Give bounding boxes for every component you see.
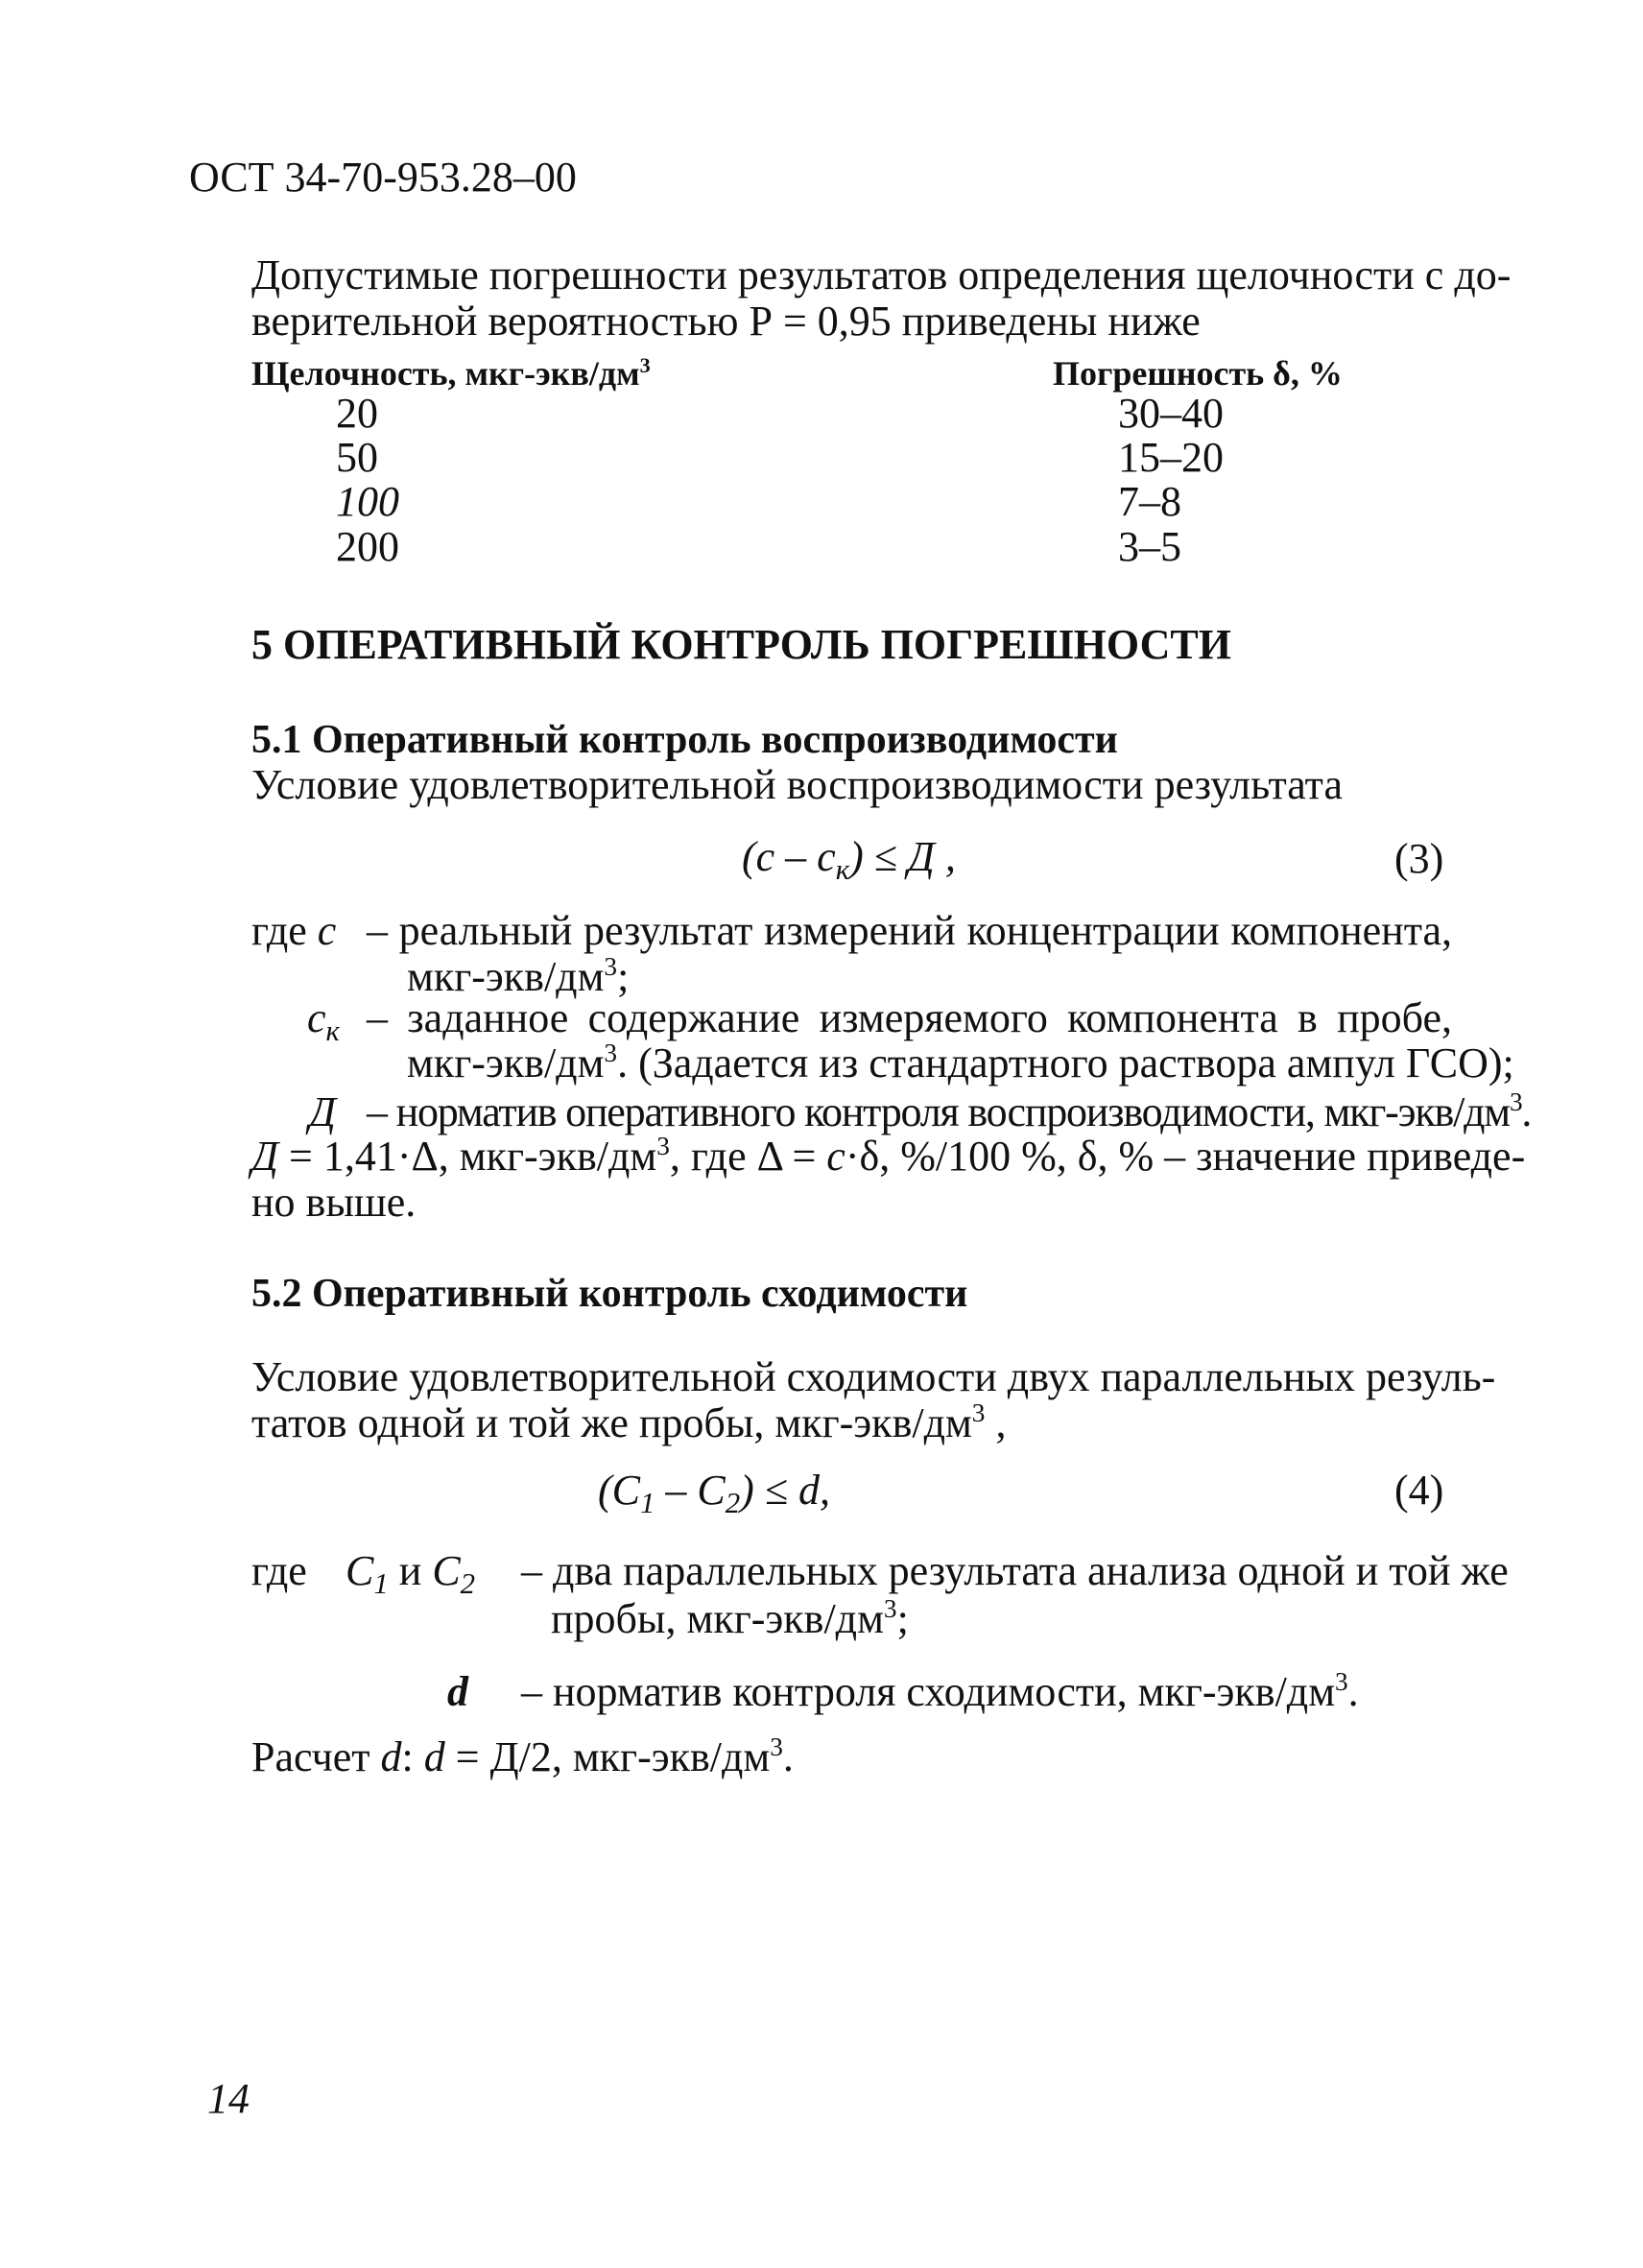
table-cell-error: 30–40 [1118, 390, 1224, 437]
definition-C1-C2-units: пробы, мкг-$экв/дм^3$; [551, 1593, 909, 1642]
section-5-1-condition: Условие удовлетворительной воспроизводимости результата [251, 761, 1343, 808]
table-header-error: Погрешность δ, % [1053, 354, 1343, 393]
definition-c-units: мкг-$экв/дм^3$; [407, 951, 630, 1000]
section-5-title: 5 ОПЕРАТИВНЫЙ КОНТРОЛЬ ПОГРЕШНОСТИ [251, 621, 1231, 668]
section-5-2-title: 5.2 Оперативный контроль сходимости [251, 1272, 968, 1316]
intro-line-2: верительной вероятностью Р = 0,95 приведены ниже [251, 298, 1201, 345]
var-ck: $c_к$ [307, 994, 340, 1048]
formula-4: $(C_1 - C_2) \le d$, [598, 1467, 830, 1520]
section-5-1-title: 5.1 Оперативный контроль воспроизводимости [251, 718, 1118, 762]
table-header-alkalinity: Щелочность, мкг-$экв/дм^3$ [251, 352, 651, 393]
var-d: d [447, 1668, 468, 1715]
table-cell-alkalinity: 100 [336, 478, 399, 525]
calc-D-line-1: Д = 1,41·Δ, мкг-$экв/дм^3$, где Δ = c·δ, %/100 %, δ, % – значение приведе- [251, 1131, 1526, 1180]
section-5-2-condition-line-2: татов одной и той же пробы, мкг-$экв/дм^3$ , [251, 1397, 1007, 1446]
table-cell-alkalinity: 200 [336, 523, 399, 570]
formula-3-number: (3) [1394, 835, 1444, 882]
definition-ck: – заданное содержание измеряемого компонента в пробе, [367, 994, 1452, 1041]
table-cell-error: 3–5 [1118, 523, 1181, 570]
definition-ck-units: мкг-$экв/дм^3$. (Задается из стандартного раствора ампул ГСО); [407, 1038, 1514, 1086]
table-cell-error: 7–8 [1118, 478, 1181, 525]
var-D: Д [309, 1088, 336, 1135]
table-cell-alkalinity: 50 [336, 434, 378, 481]
table-cell-alkalinity: 20 [336, 390, 378, 437]
formula-3: $(c - c_к) \le Д$ , [742, 833, 956, 887]
document-code: ОСТ 34-70-953.28–00 [189, 154, 577, 201]
definition-d: – норматив контроля сходимости, мкг-$экв/дм^3$. [521, 1666, 1359, 1715]
section-5-2-condition-line-1: Условие удовлетворительной сходимости двух параллельных резуль- [251, 1353, 1496, 1400]
formula-4-number: (4) [1394, 1467, 1444, 1514]
calc-D-line-2: но выше. [251, 1179, 417, 1226]
var-C1-C2: $C_1$ и $C_2$ [345, 1547, 476, 1601]
page-number: 14 [207, 2075, 250, 2122]
definition-c: – реальный результат измерений концентрации компонента, [367, 907, 1452, 954]
intro-line-1: Допустимые погрешности результатов определения щелочности с до- [251, 251, 1512, 298]
where-label: где c [251, 907, 337, 954]
calc-d: Расчет d: d = Д/2, мкг-$экв/дм^3$. [251, 1731, 794, 1780]
definition-C1-C2: – два параллельных результата анализа одной и той же [521, 1547, 1509, 1594]
table-cell-error: 15–20 [1118, 434, 1224, 481]
where-label: где [251, 1547, 307, 1594]
definition-D: – норматив оперативного контроля воспроизводимости, мкг-$экв/дм^3$. [367, 1086, 1532, 1135]
